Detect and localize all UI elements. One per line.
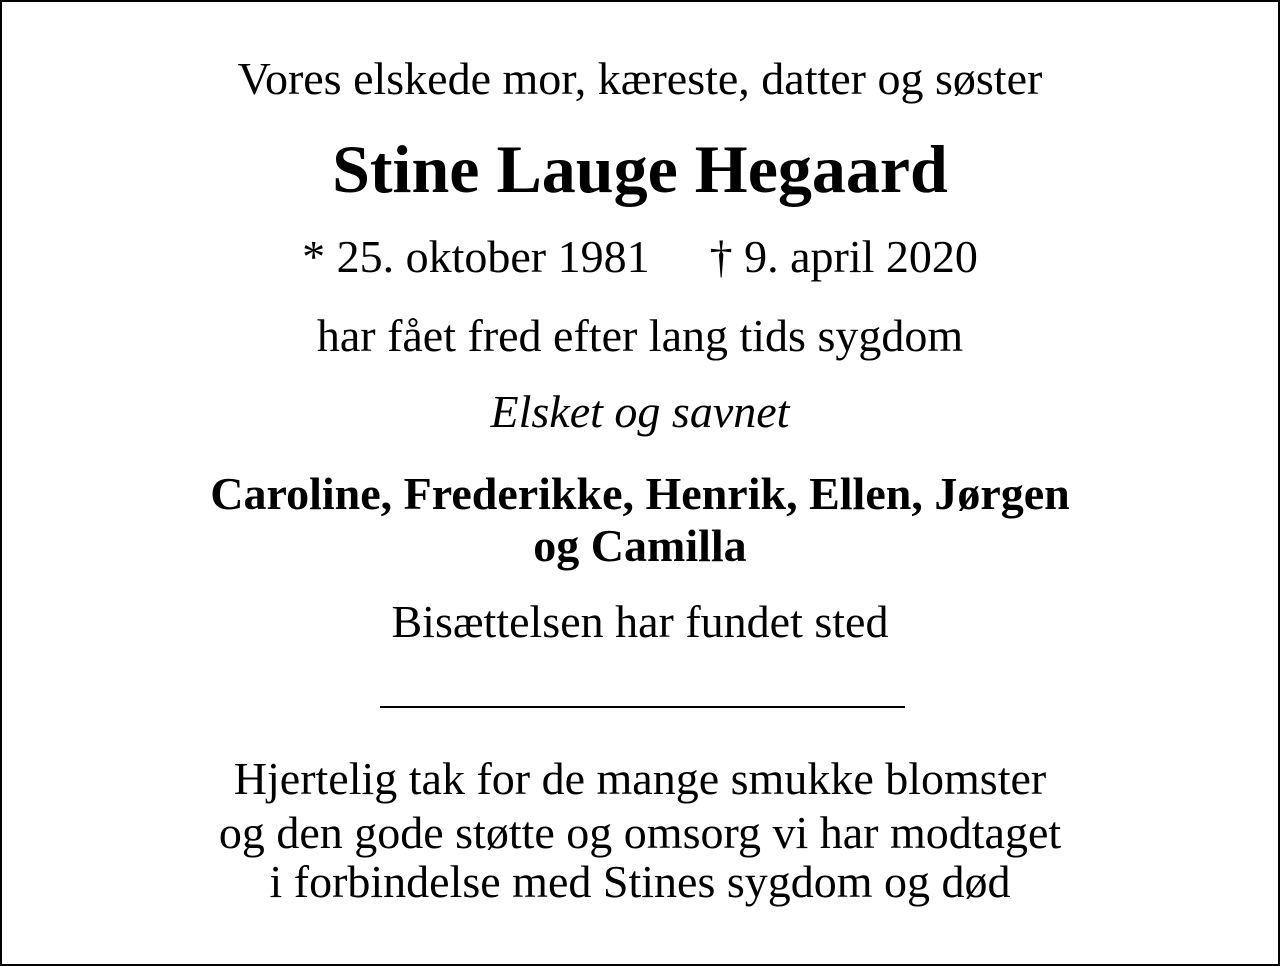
dates-line xyxy=(2,231,1278,282)
deceased-name: Stine Lauge Hegaard xyxy=(332,131,948,207)
death-date: † 9. april 2020 xyxy=(709,231,978,282)
funeral-line: Bisættelsen har fundet sted xyxy=(391,596,889,647)
birth-date: * 25. oktober 1981 xyxy=(302,231,650,282)
family-line-2: og Camilla xyxy=(533,520,747,571)
family-line-1: Caroline, Frederikke, Henrik, Ellen, Jørgen xyxy=(210,468,1070,519)
thanks-line-1: Hjertelig tak for de mange smukke blomster xyxy=(233,753,1047,804)
loved-line: Elsket og savnet xyxy=(490,386,790,437)
intro-line: Vores elskede mor, kæreste, datter og søster xyxy=(237,53,1043,104)
divider xyxy=(380,706,905,708)
message-line: har fået fred efter lang tids sygdom xyxy=(316,310,964,361)
thanks-line-2: og den gode støtte og omsorg vi har modtaget xyxy=(218,807,1062,858)
thanks-line-3: i forbindelse med Stines sygdom og død xyxy=(269,856,1011,907)
